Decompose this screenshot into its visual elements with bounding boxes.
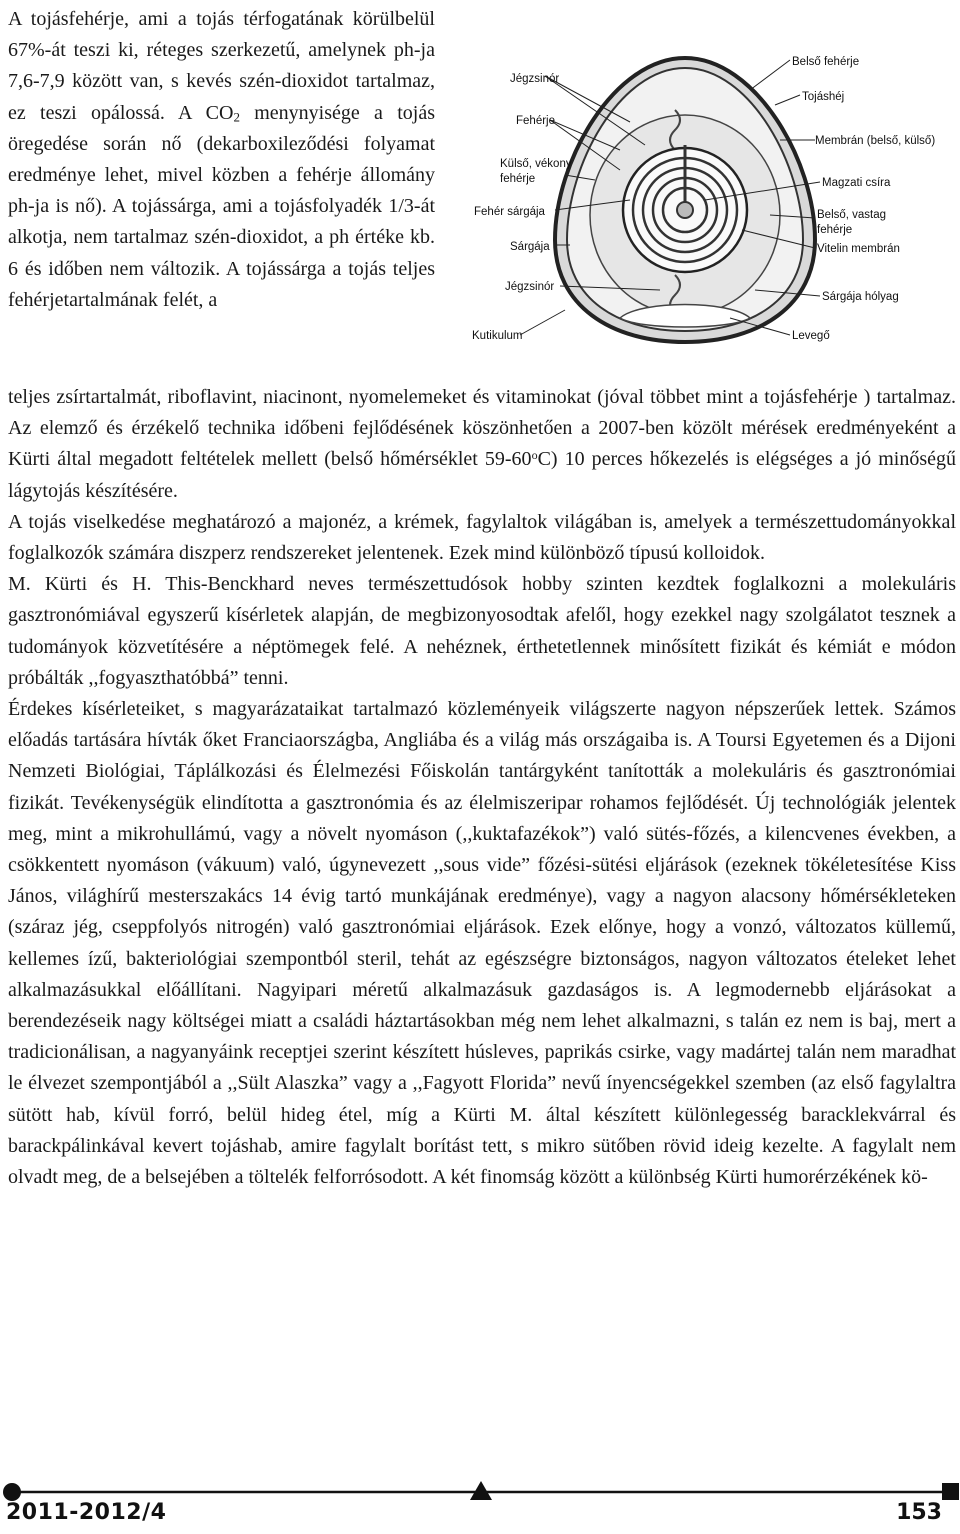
label-kulso-vekony-2: fehérje [500,173,536,185]
egg-diagram-svg [470,50,960,350]
label-feher-sargaja: Fehér sárgája [474,206,545,218]
intro-text-2: menynyisége a tojás öregedése során nő (dekarboxileződési folyamat eredménye lehet, mivel közben a fehérje állomány ph-ja is nő). A tojássárga, ami a tojásfolyadék 1/3-át alkotja, nem tartalmaz szén-dioxidot, a ph értéke kb. 6 és időben nem változik. A tojássárga a tojás teljes fehérjetartalmának felét, a [8,101,435,311]
footer-dot-left [3,1483,21,1501]
co2-subscript: 2 [233,109,240,125]
intro-paragraph [8,4,435,316]
paragraph-2: A tojás viselkedése meghatározó a majonéz, a krémek, fagylaltok világában is, amelyek a természettudományokkal foglalkozók számára diszperz rendszereket jelentenek. Ezek mind különböző típusú kolloidok. [8,510,956,565]
label-feherje: Fehérje [516,115,555,127]
paragraph-4: Érdekes kísérleteiket, s magyarázataikat tartalmazó közleményeik világszerte nagyon népszerűek lettek. Számos előadás tartására hívták őket Franciaországba, Angliába és a világ más országaiba is. A Toursi Egyetemen és a Dijoni Nemzeti Biológiai, Táplálkozási és Élelmezési Főiskolán tantárgyként tanították a molekuláris és gasztronómiai fizikát. Tevékenységük elindította a gasztronómia és az élelmiszeripar rohamos fejlődését. Új technológiák jelentek meg, mint a mikrohullámú, vagy a növelt nyomáson (,,kuktafazékok”) való sütés-főzés, a kilencvenes években, a csökkentett nyomáson (vákuum) való, úgynevezett ,,sous vide” főzési-sütési eljárások (ezeknek tökéletesítése Kiss János, világhírű mesterszakács 14 évig tartó munkájának eredménye), vagy a nagyon alacsony hőmérsékleteken (száraz jég, cseppfolyós nitrogén) való gasztronómiai eljárások. Ezek előnye, hogy a vonzó, változatos küllemű, kellemes ízű, bakteriológiai szempontból steril, tehát az egészségre biztonságos, nagyon változatos ételeket lehet alkalmazásukkal előállítani. Nagyipari méretű alkalmazásuk gazdaságos is. A legmodernebb eljárásokat a berendezéseik nagy költségei miatt a családi háztartásokban még nem lehet alkalmazni, s talán ez nem is baj, mert a tradicionálisan, a nagyanyáink receptjei szerint készített húsleves, paprikás csirke, vagy madártej talán nem maradhat le élvezet szempontjából a ,,Sült Alaszka” vagy a ,,Fagyott Florida” nevű ínyencségekkel szemben (az első fagylaltra sütött hab, kívül forró, belül hideg étel, míg a Kürti M. által készített különlegesség baracklekvárral és barackpálinkával kevert tojáshab, amire fagylalt borítást tett, s mikro sütőben rövid ideig kezelte. A fagylalt nem olvadt meg, de a belsejében a töltelék felforrósodott. A két finomság között a különbség Kürti humorérzékének kö- [8,698,956,1189]
label-kulso-vekony-1: Külső, vékony [500,158,572,170]
egg-diagram [470,50,960,350]
label-vitelin: Vitelin membrán [817,243,900,255]
label-levego: Levegő [792,330,830,342]
label-sargaja-holyag: Sárgája hólyag [822,291,899,303]
footer-square-right [942,1483,959,1500]
degree-superscript: o [531,448,538,463]
label-jegzsinor-bottom: Jégzsinór [505,281,555,293]
paragraph-3: M. Kürti és H. This-Benckhard neves természettudósok hobby szinten kezdtek foglalkozni a molekuláris gasztronómiával egyszerű kísérletek alapján, de megbizonyosodtak afelől, hogy ezekkel nagy szolgálatot tesznek a tudományok közvetítésére a néptömegek felé. A nehéznek, érthetetlennek minősített fizikát és kémiát e módon próbálták ,,fogyaszthatóbbá” tenni. [8,573,956,689]
label-belso-vastag-1: Belső, vastag [817,209,887,221]
label-sargaja: Sárgája [510,241,550,253]
label-belso-feherje: Belső fehérje [792,56,860,68]
intro-text-1: A tojásfehérje, ami a tojás térfogatának körülbelül 67%-át teszi ki, réteges szerkezetű, amelynek ph-ja 7,6-7,9 között van, s kevés szén-dioxidot tartalmaz, ez teszi opálossá. A CO [8,8,435,124]
label-jegzsinor-top: Jégzsinór [510,73,560,85]
label-magzati-csira: Magzati csíra [822,177,891,189]
issue-number: 2011-2012/4 [6,1500,167,1525]
main-text [8,382,956,1193]
page-number: 153 [896,1500,942,1525]
page-footer [0,1478,960,1534]
label-kutikulum: Kutikulum [472,330,523,342]
yolk [623,145,747,272]
footer-triangle-center [470,1481,492,1500]
label-tojashej: Tojáshéj [802,91,845,103]
label-belso-vastag-2: fehérje [817,224,853,236]
paragraph-1 [8,382,956,507]
label-membran: Membrán (belső, külső) [815,135,936,147]
paragraph-1-text-a: teljes zsírtartalmát, riboflavint, niacinont, nyomelemeket és vitaminokat (jóval többet mint a tojásfehérje ) tartalmaz. Az elemző és érzékelő technika időbeni fejlődésének köszönhetően a 2007-ben közölt mérések eredményeként a Kürti által megadott feltételek mellett (belső hőmérséklet 59-60 [8,386,956,471]
paragraph-1-text-b: C) 10 perces hőkezelés is elégséges a jó minőségű lágytojás készítésére. [8,448,956,502]
